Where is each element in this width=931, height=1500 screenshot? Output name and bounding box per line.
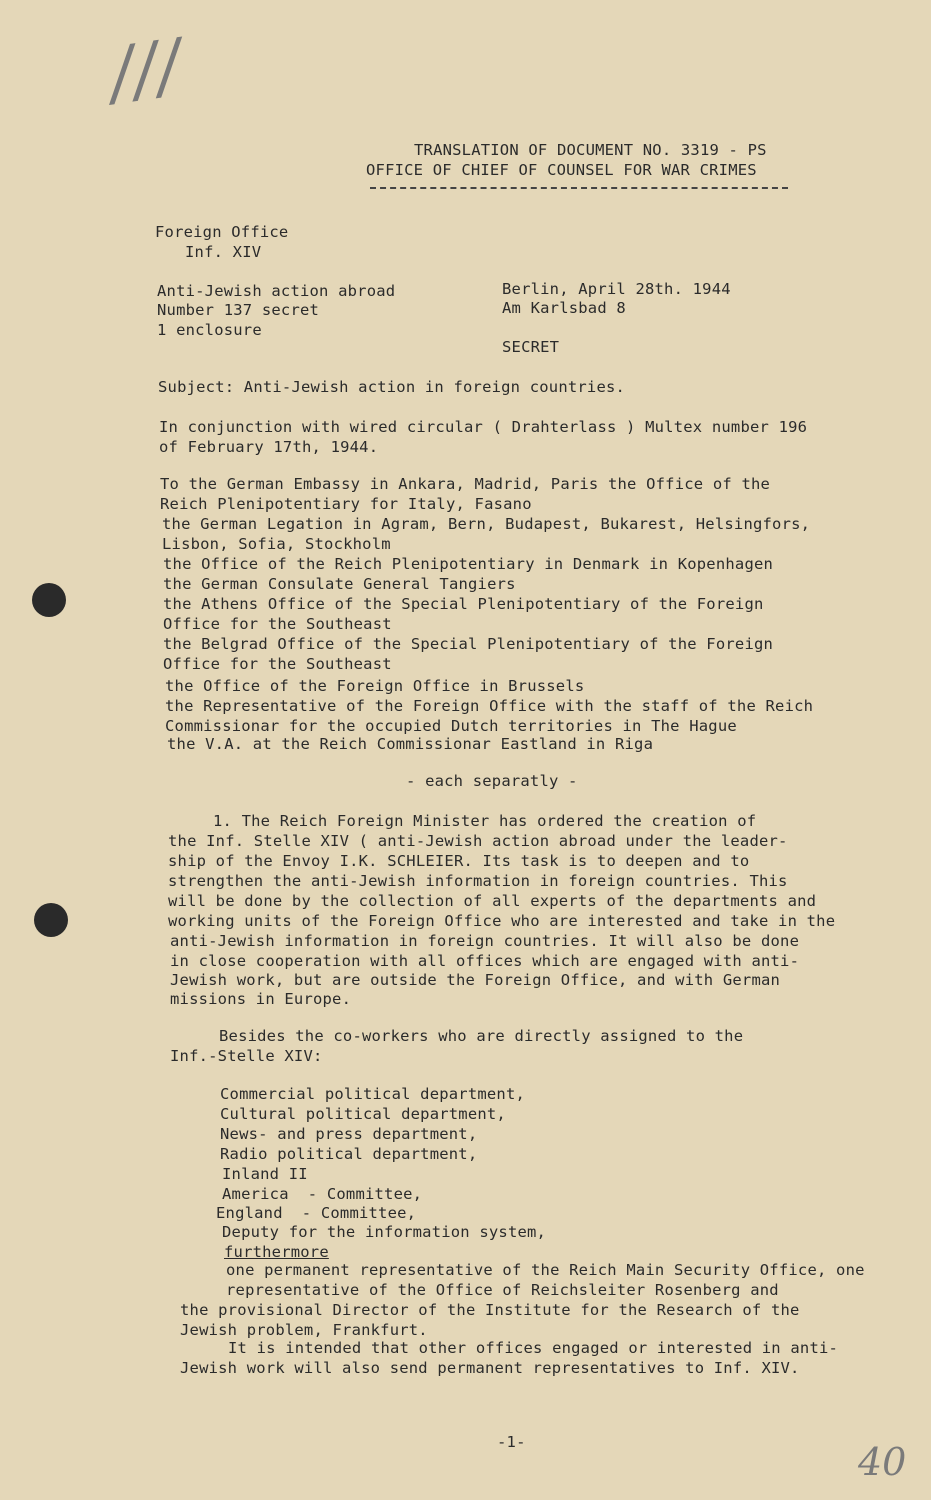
secret-label: SECRET	[502, 338, 560, 356]
conjunction-line-1: In conjunction with wired circular ( Drahterlass ) Multex number 196	[159, 418, 808, 436]
recipient-line: the Athens Office of the Special Plenipotentiary of the Foreign	[163, 595, 764, 613]
para1-line: the Inf. Stelle XIV ( anti-Jewish action abroad under the leader-	[168, 832, 788, 850]
recipient-line: Reich Plenipotentiary for Italy, Fasano	[160, 495, 532, 513]
recipient-line: the Belgrad Office of the Special Plenipotentiary of the Foreign	[163, 635, 774, 653]
ref-left-3: 1 enclosure	[157, 321, 262, 339]
para1-line: ship of the Envoy I.K. SCHLEIER. Its task is to deepen and to	[168, 852, 750, 870]
closing-line: the provisional Director of the Institute for the Research of the	[180, 1301, 800, 1319]
para1-line: strengthen the anti-Jewish information in foreign countries. This	[168, 872, 788, 890]
department-item: America - Committee,	[222, 1185, 423, 1203]
recipient-line: Lisbon, Sofia, Stockholm	[162, 535, 391, 553]
furthermore-label: furthermore	[224, 1243, 329, 1261]
department-item: News- and press department,	[220, 1125, 478, 1143]
department-item: Inland II	[222, 1165, 308, 1183]
para1-line: Jewish work, but are outside the Foreign Office, and with German	[170, 971, 781, 989]
punch-hole	[34, 903, 68, 937]
recipient-line: Office for the Southeast	[163, 655, 392, 673]
header-divider	[370, 187, 788, 189]
ref-date: Berlin, April 28th. 1944	[502, 280, 731, 298]
sender-line-2: Inf. XIV	[185, 243, 262, 261]
department-item: Radio political department,	[220, 1145, 478, 1163]
para2-line: Inf.-Stelle XIV:	[170, 1047, 323, 1065]
department-item: Commercial political department,	[220, 1085, 526, 1103]
closing-line: representative of the Office of Reichsleiter Rosenberg and	[226, 1281, 779, 1299]
recipient-line: the Office of the Foreign Office in Brussels	[165, 677, 585, 695]
para1-line: 1. The Reich Foreign Minister has ordered the creation of	[213, 812, 757, 830]
sender-line-1: Foreign Office	[155, 223, 289, 241]
closing-line: one permanent representative of the Reich Main Security Office, one	[226, 1261, 865, 1279]
para1-line: anti-Jewish information in foreign countries. It will also be done	[170, 932, 800, 950]
para1-line: will be done by the collection of all experts of the departments and	[168, 892, 817, 910]
department-item: Cultural political department,	[220, 1105, 506, 1123]
handwritten-page-number: 40	[858, 1440, 907, 1484]
department-item: Deputy for the information system,	[222, 1223, 547, 1241]
punch-hole	[32, 583, 66, 617]
intended-line: It is intended that other offices engaged or interested in anti-	[228, 1339, 839, 1357]
handwritten-mark: ///	[104, 23, 187, 115]
header-line-2: OFFICE OF CHIEF OF COUNSEL FOR WAR CRIMES	[366, 161, 757, 179]
recipient-line: the German Legation in Agram, Bern, Budapest, Bukarest, Helsingfors,	[162, 515, 811, 533]
intended-line: Jewish work will also send permanent representatives to Inf. XIV.	[180, 1359, 800, 1377]
recipient-line: Office for the Southeast	[163, 615, 392, 633]
each-separately: - each separatly -	[406, 772, 578, 790]
para1-line: in close cooperation with all offices which are engaged with anti-	[170, 952, 800, 970]
para1-line: working units of the Foreign Office who are interested and take in the	[168, 912, 836, 930]
ref-left-1: Anti-Jewish action abroad	[157, 282, 396, 300]
recipient-line: the Representative of the Foreign Office with the staff of the Reich	[165, 697, 814, 715]
ref-address: Am Karlsbad 8	[502, 299, 626, 317]
para2-line: Besides the co-workers who are directly assigned to the	[219, 1027, 744, 1045]
recipient-line: the Office of the Reich Plenipotentiary in Denmark in Kopenhagen	[163, 555, 774, 573]
conjunction-line-2: of February 17th, 1944.	[159, 438, 379, 456]
department-item: England - Committee,	[216, 1204, 417, 1222]
ref-left-2: Number 137 secret	[157, 301, 320, 319]
recipient-line: To the German Embassy in Ankara, Madrid, Paris the Office of the	[160, 475, 771, 493]
recipient-line: Commissionar for the occupied Dutch territories in The Hague	[165, 717, 737, 735]
subject-line: Subject: Anti-Jewish action in foreign countries.	[158, 378, 626, 396]
closing-line: Jewish problem, Frankfurt.	[180, 1321, 428, 1339]
page-footer: -1-	[497, 1433, 526, 1451]
header-line-1: TRANSLATION OF DOCUMENT NO. 3319 - PS	[414, 141, 767, 159]
para1-line: missions in Europe.	[170, 990, 352, 1008]
recipient-line: the V.A. at the Reich Commissionar Eastland in Riga	[167, 735, 654, 753]
recipient-line: the German Consulate General Tangiers	[163, 575, 516, 593]
